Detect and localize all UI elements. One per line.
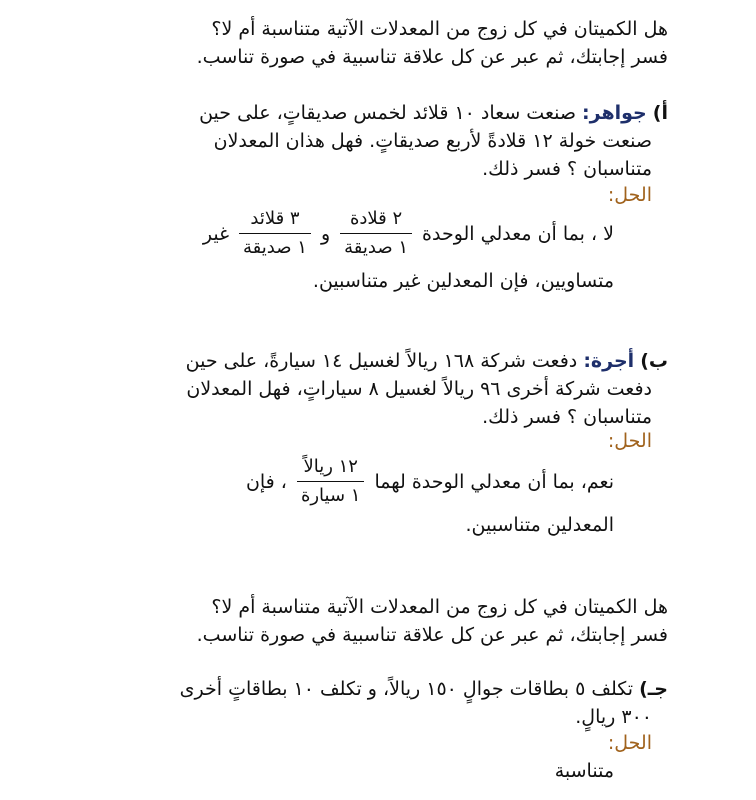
question-c-letter: جـ)	[639, 678, 668, 700]
question-a-text-1: صنعت سعاد ١٠ قلائد لخمس صديقاتٍ، على حين	[199, 102, 576, 124]
question-b-line-1	[186, 348, 668, 374]
question-b-letter: ب)	[640, 350, 668, 372]
intro-question-line-2: فسر إجابتك، ثم عبر عن كل علاقة تناسبية في صورة تناسب.	[196, 46, 668, 68]
question-c-text-1: تكلف ٥ بطاقات جوالٍ ١٥٠ ريالاً، و تكلف ١٠ بطاقاتٍ أخرى	[179, 678, 634, 700]
question-b-solution-label: الحل:	[607, 430, 652, 452]
question-a-conjunction: و	[320, 222, 331, 245]
question-a-letter: أ)	[652, 102, 668, 124]
question-b-answer-after: ، فإن	[245, 470, 287, 493]
question-c-solution-label: الحل:	[607, 732, 652, 754]
question-c-line-2: ٣٠٠ ريالٍ.	[575, 706, 652, 728]
question-b-answer-before: نعم، بما أن معدلي الوحدة لهما	[374, 470, 614, 493]
question-a-line-2: صنعت خولة ١٢ قلادةً لأربع صديقاتٍ. فهل هذان المعدلان	[213, 130, 652, 152]
fraction-necklace-per-friend-1	[340, 208, 412, 259]
question-b-answer-line-1	[246, 456, 614, 507]
fraction-1-denominator: ١ صديقة	[340, 233, 412, 259]
question-b-answer-line-2: المعدلين متناسبين.	[465, 514, 614, 536]
question-a-answer-after: غير	[202, 222, 230, 245]
question-a-answer-line-2: متساويين، فإن المعدلين غير متناسبين.	[312, 270, 614, 292]
question-a-solution-label: الحل:	[607, 184, 652, 206]
question-a-line-1	[199, 100, 668, 126]
question-b-text-1: دفعت شركة ١٦٨ ريالاً لغسيل ١٤ سيارةً، على حين	[185, 350, 578, 372]
fraction-1-numerator: ٢ قلادة	[349, 208, 403, 229]
question-b-line-2: دفعت شركة أخرى ٩٦ ريالاً لغسيل ٨ سياراتٍ، فهل المعدلان	[186, 378, 652, 400]
intro-question-repeat-line-2: فسر إجابتك، ثم عبر عن كل علاقة تناسبية في صورة تناسب.	[196, 624, 668, 646]
intro-question-line-1: هل الكميتان في كل زوج من المعدلات الآتية متناسبة أم لا؟	[211, 18, 668, 40]
question-a-answer-line-1	[203, 208, 614, 259]
question-b-line-3: متناسبان ؟ فسر ذلك.	[482, 406, 652, 428]
question-a-title: جواهر:	[582, 102, 647, 124]
question-c-answer: متناسبة	[554, 760, 614, 782]
fraction-riyal-numerator: ١٢ ريالاً	[303, 456, 358, 477]
fraction-2-denominator: ١ صديقة	[239, 233, 311, 259]
question-c-line-1	[180, 676, 668, 702]
question-b-title: أجرة:	[583, 350, 635, 372]
fraction-riyal-per-car	[297, 456, 365, 507]
question-a-answer-before: لا ، بما أن معدلي الوحدة	[422, 222, 614, 245]
fraction-riyal-denominator: ١ سيارة	[297, 481, 365, 507]
question-a-line-3: متناسبان ؟ فسر ذلك.	[482, 158, 652, 180]
intro-question-repeat-line-1: هل الكميتان في كل زوج من المعدلات الآتية متناسبة أم لا؟	[211, 596, 668, 618]
fraction-2-numerator: ٣ قلائد	[250, 208, 300, 229]
fraction-necklace-per-friend-2	[239, 208, 311, 259]
